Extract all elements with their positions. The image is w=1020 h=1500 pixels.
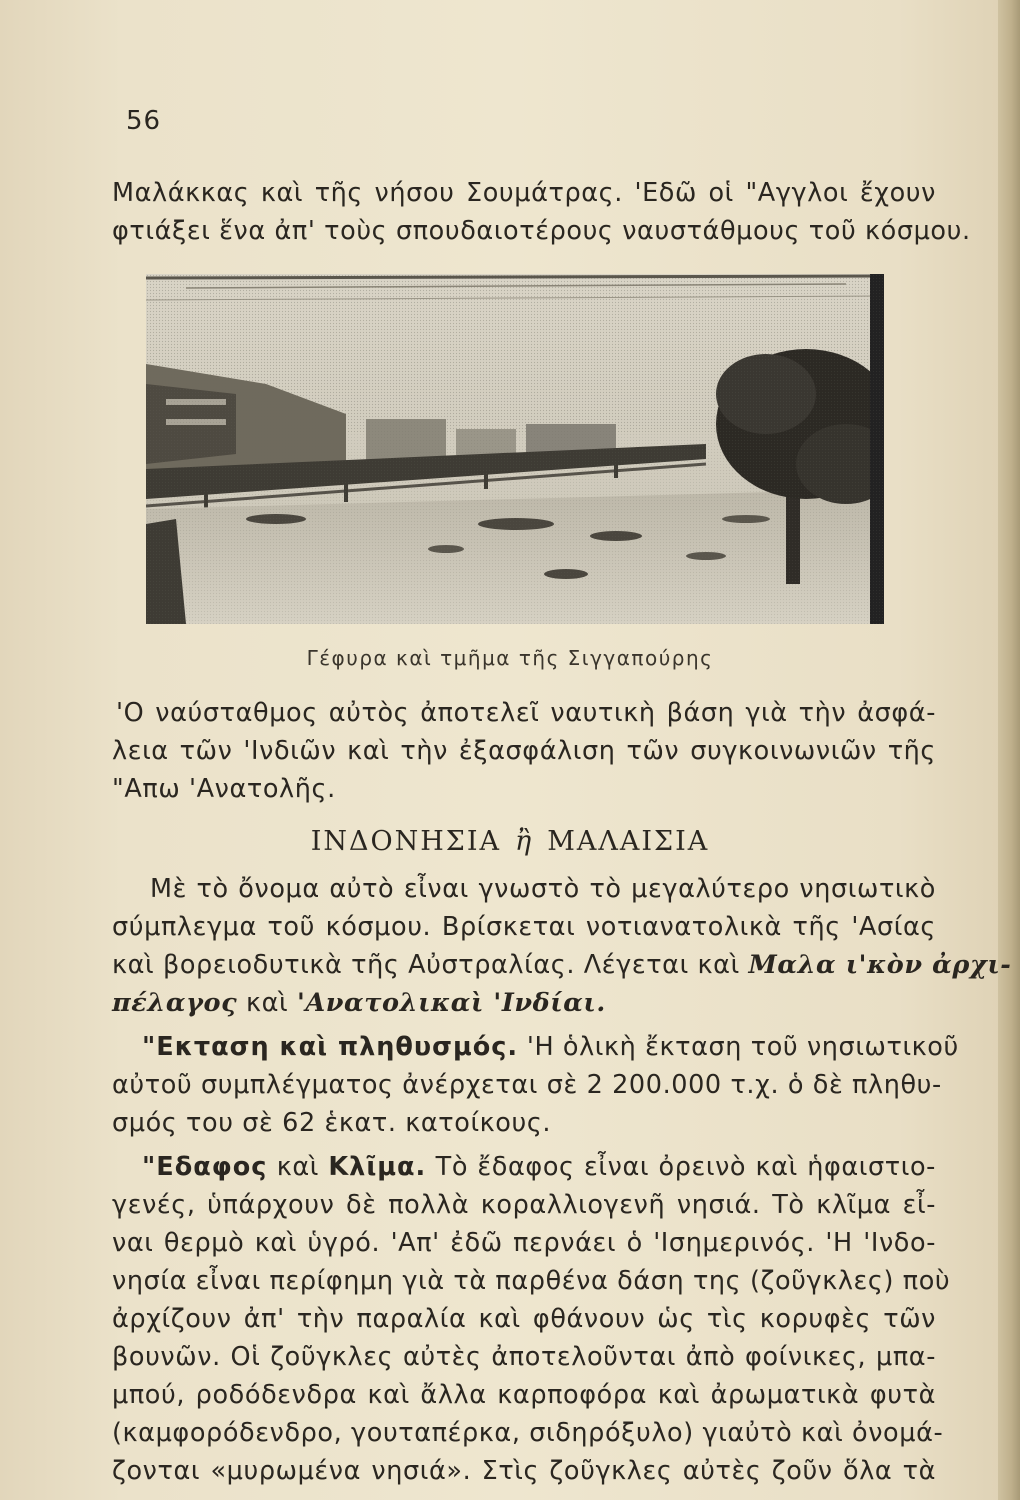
climate-label: Κλῖμα. — [328, 1152, 427, 1182]
climate-label-conj: καὶ — [276, 1152, 320, 1182]
intro-line-2: φτιάξει ἕνα ἀπ' τοὺς σπουδαιοτέρους ναυστάθμους τοῦ κόσμου. — [112, 216, 971, 246]
intro2-line-1: Μὲ τὸ ὄνομα αὐτὸ εἶναι γνωστὸ τὸ μεγαλύτερο νησιωτικὸ — [150, 874, 936, 904]
east-indies-term: 'Ανατολικαὶ 'Ινδίαι. — [296, 988, 606, 1018]
singapore-bridge-photo — [146, 274, 884, 624]
archipelago-term-end: πέλαγος — [112, 988, 238, 1018]
base-line-1: 'Ο ναύσταθμος αὐτὸς ἀποτελεῖ ναυτικὴ βάση γιὰ τὴν ἀσφά- — [116, 698, 936, 728]
area-line-1 — [142, 1030, 959, 1064]
page-number: 56 — [126, 106, 162, 136]
base-line-3: "Απω 'Ανατολῆς. — [112, 774, 336, 804]
figure-caption: Γέφυρα καὶ τμῆμα τῆς Σιγγαπούρης — [306, 646, 714, 670]
climate-line-1-text: Τὸ ἔδαφος εἶναι ὀρεινὸ καὶ ἡφαιστιο- — [435, 1152, 936, 1182]
heading-conjunction: ἢ — [515, 826, 534, 857]
climate-line-4: νησία εἶναι περίφημη γιὰ τὰ παρθένα δάση της (ζοῦγκλες) ποὺ — [112, 1266, 951, 1296]
heading-malaysia: ΜΑΛΑΙΣΙΑ — [547, 826, 710, 857]
page-edge — [998, 0, 1020, 1500]
climate-line-6: βουνῶν. Οἱ ζοῦγκλες αὐτὲς ἀποτελοῦνται ἀπὸ φοίνικες, μπα- — [112, 1342, 936, 1372]
area-label: "Εκταση καὶ πληθυσμός. — [142, 1032, 519, 1062]
climate-line-1 — [142, 1150, 936, 1184]
heading-indonesia: ΙΝΔΟΝΗΣΙΑ — [310, 826, 502, 857]
intro2-line-3 — [112, 948, 1012, 982]
intro2-line-2: σύμπλεγμα τοῦ κόσμου. Βρίσκεται νοτιανατολικὰ τῆς 'Ασίας — [112, 912, 936, 942]
climate-line-8: (καμφορόδενδρο, γουταπέρκα, σιδηρόξυλο) γιαὐτὸ καὶ ὀνομά- — [112, 1418, 944, 1448]
area-line-2: αὐτοῦ συμπλέγματος ἀνέρχεται σὲ 2 200.000 τ.χ. ὁ δὲ πληθυ- — [112, 1070, 942, 1100]
climate-line-3: ναι θερμὸ καὶ ὑγρό. 'Απ' ἐδῶ περνάει ὁ 'Ισημερινός. 'Η 'Ινδο- — [112, 1228, 936, 1258]
intro2-line-3-text: καὶ βορειοδυτικὰ τῆς Αὐστραλίας. Λέγεται καὶ — [112, 950, 740, 980]
intro2-conj: καὶ — [245, 988, 289, 1018]
climate-line-9: ζονται «μυρωμένα νησιά». Στὶς ζοῦγκλες αὐτὲς ζοῦν ὅλα τὰ — [112, 1456, 936, 1486]
malay-archipelago-term: Μαλα ι'κὸν ἀρχι- — [748, 950, 1012, 980]
area-line-3: σμός του σὲ 62 ἑκατ. κατοίκους. — [112, 1108, 552, 1138]
area-line-1-text: 'Η ὁλικὴ ἔκταση τοῦ νησιωτικοῦ — [526, 1032, 959, 1062]
base-line-2: λεια τῶν 'Ινδιῶν καὶ τὴν ἐξασφάλιση τῶν συγκοινωνιῶν τῆς — [112, 736, 936, 766]
section-heading — [0, 826, 1020, 857]
intro-line-1: Μαλάκκας καὶ τῆς νήσου Σουμάτρας. 'Εδῶ οἱ "Αγγλοι ἔχουν — [112, 178, 936, 208]
climate-line-5: ἀρχίζουν ἀπ' τὴν παραλία καὶ φθάνουν ὡς τὶς κορυφὲς τῶν — [112, 1304, 936, 1334]
soil-label: "Εδαφος — [142, 1152, 268, 1182]
climate-line-7: μπού, ροδόδενδρα καὶ ἄλλα καρποφόρα καὶ ἀρωματικὰ φυτὰ — [112, 1380, 936, 1410]
climate-line-2: γενές, ὑπάρχουν δὲ πολλὰ κοραλλιογενῆ νησιά. Τὸ κλῖμα εἶ- — [112, 1190, 936, 1220]
intro2-line-4 — [112, 986, 936, 1020]
